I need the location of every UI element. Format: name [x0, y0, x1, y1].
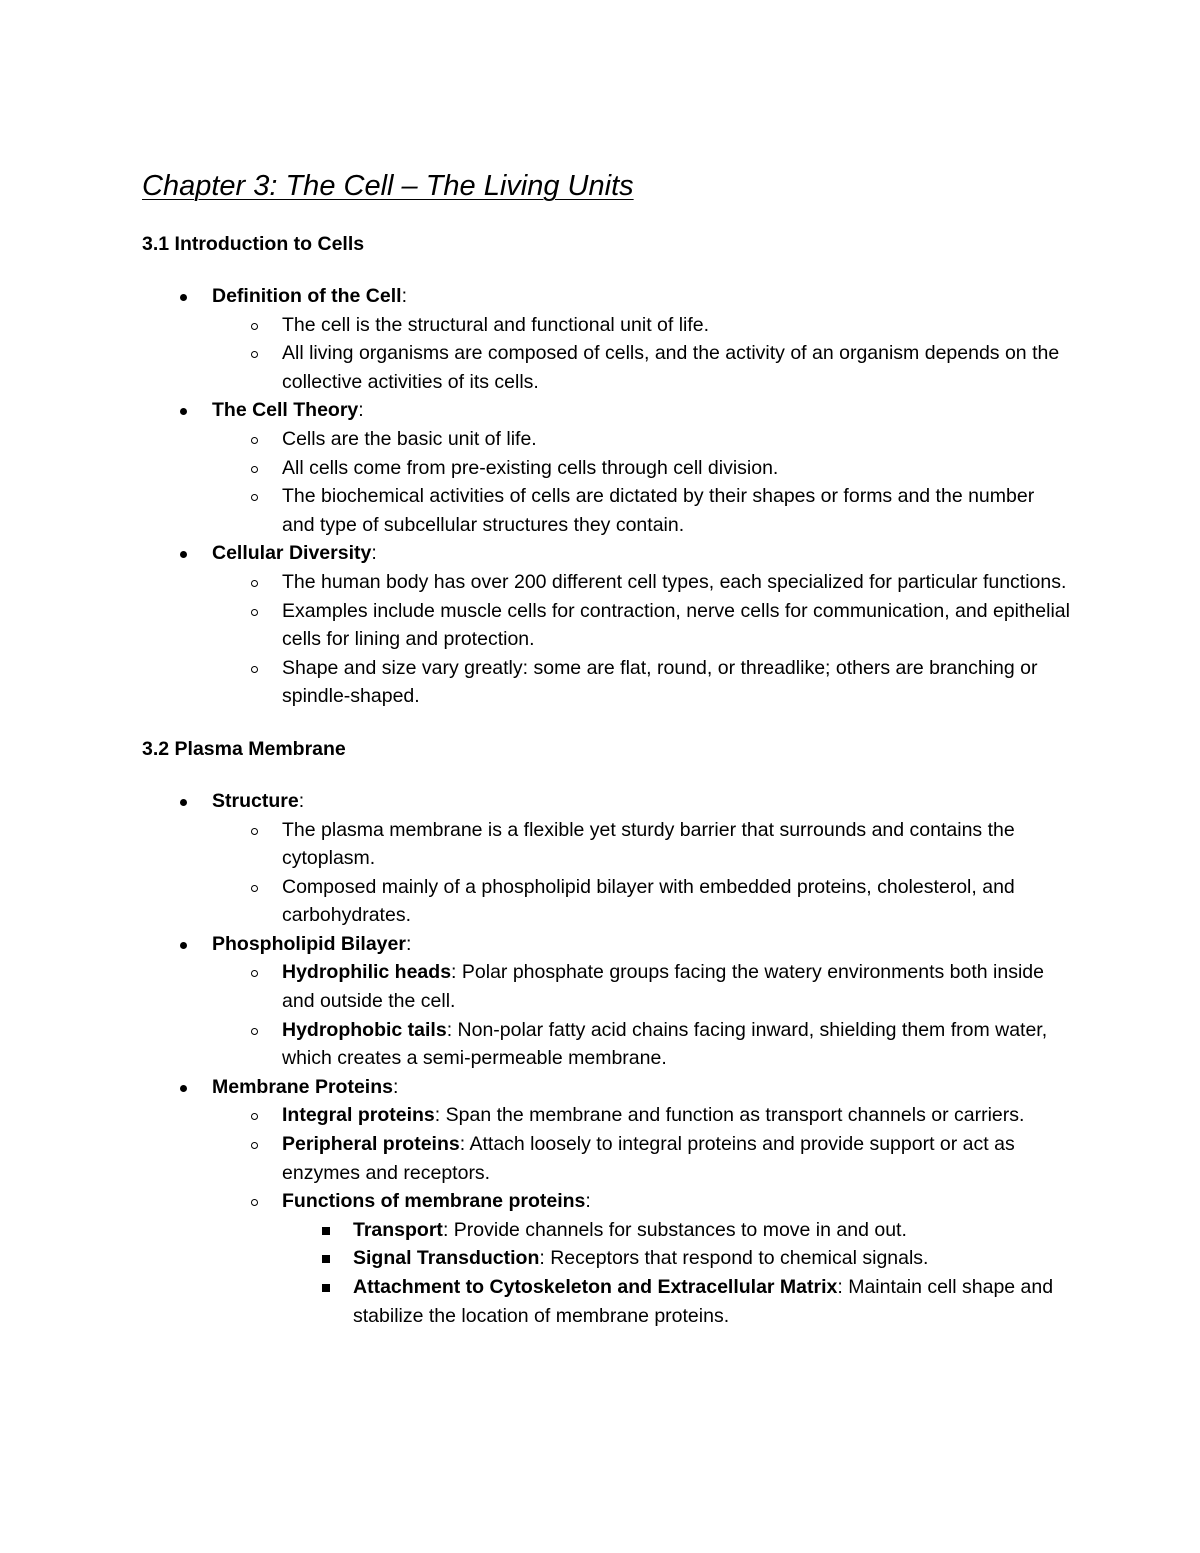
- item-separator: :: [405, 932, 412, 955]
- list-item: [142, 1216, 1072, 1245]
- item-text: Shape and size vary greatly: some are flat, round, or threadlike; others are branching or spindle-shaped.: [282, 656, 1038, 708]
- list-item: [142, 396, 1072, 425]
- item-term: Cellular Diversity: [212, 542, 372, 565]
- bullet-circle-icon: [251, 666, 258, 673]
- item-term: Transport: [353, 1218, 443, 1241]
- sub-list: [142, 816, 1072, 930]
- bullet-list: [142, 1073, 1072, 1102]
- item-text: Composed mainly of a phospholipid bilayer with embedded proteins, cholesterol, and carbohydrates.: [282, 875, 1015, 927]
- item-term: Phospholipid Bilayer: [212, 932, 406, 955]
- item-term: Integral proteins: [282, 1104, 435, 1127]
- list-item: [142, 1016, 1072, 1073]
- item-text: Cells are the basic unit of life.: [282, 427, 537, 450]
- item-term: Hydrophobic tails: [282, 1018, 447, 1041]
- bullet-circle-icon: [251, 970, 258, 977]
- item-term: Signal Transduction: [353, 1247, 540, 1270]
- item-separator: :: [298, 789, 305, 812]
- sub-list: [142, 1101, 1072, 1215]
- item-text: The human body has over 200 different cell types, each specialized for particular functions.: [282, 570, 1067, 593]
- item-text: : Non-polar fatty acid chains facing inward, shielding them from water, which creates a semi-permeable membrane.: [282, 1018, 1048, 1070]
- item-text: The cell is the structural and functional unit of life.: [282, 313, 710, 336]
- bullet-list: [142, 396, 1072, 425]
- item-text: : Receptors that respond to chemical signals.: [539, 1247, 929, 1270]
- bullet-list: [142, 930, 1072, 959]
- bullet-disc-icon: [180, 408, 187, 415]
- bullet-square-icon: [322, 1227, 330, 1235]
- list-item: [142, 597, 1072, 654]
- item-text: All cells come from pre-existing cells through cell division.: [282, 456, 779, 479]
- list-item: [142, 1244, 1072, 1273]
- bullet-circle-icon: [251, 828, 258, 835]
- list-item: [142, 816, 1072, 873]
- item-text: : Attach loosely to integral proteins and provide support or act as enzymes and receptors.: [282, 1133, 1015, 1184]
- list-item: [142, 311, 1072, 340]
- sub-list: [142, 568, 1072, 711]
- bullet-circle-icon: [251, 466, 258, 473]
- list-item: [142, 1073, 1072, 1102]
- list-item: [142, 339, 1072, 396]
- bullet-circle-icon: [251, 1142, 258, 1149]
- sub-sub-list: [142, 1216, 1072, 1330]
- bullet-list: [142, 282, 1072, 311]
- item-text: : Maintain cell shape and stabilize the location of membrane proteins.: [353, 1276, 1054, 1327]
- bullet-circle-icon: [251, 609, 258, 616]
- section-heading: 3.1 Introduction to Cells: [142, 233, 365, 255]
- list-item: [142, 539, 1072, 568]
- item-text: :: [585, 1190, 591, 1213]
- section-heading: 3.2 Plasma Membrane: [142, 737, 346, 760]
- item-text: : Span the membrane and function as transport channels or carriers.: [434, 1104, 1025, 1127]
- bullet-square-icon: [322, 1255, 330, 1263]
- bullet-disc-icon: [180, 799, 187, 806]
- sub-list: [142, 311, 1072, 397]
- bullet-circle-icon: [251, 885, 258, 892]
- list-item: [142, 1273, 1072, 1330]
- list-item: [142, 282, 1072, 311]
- list-item: [142, 454, 1072, 483]
- bullet-list: [142, 787, 1072, 816]
- list-item: [142, 958, 1072, 1015]
- list-item: [142, 1101, 1072, 1130]
- bullet-circle-icon: [251, 1113, 258, 1120]
- bullet-circle-icon: [251, 351, 258, 358]
- item-text: The biochemical activities of cells are dictated by their shapes or forms and the number and type of subcellular structures they contain.: [282, 485, 1035, 536]
- sub-list: [142, 958, 1072, 1072]
- bullet-circle-icon: [251, 580, 258, 587]
- item-separator: :: [371, 542, 377, 565]
- bullet-list: [142, 539, 1072, 568]
- list-item: [142, 568, 1072, 597]
- section-intro-to-cells: [142, 230, 1072, 711]
- section-plasma-membrane: [142, 735, 1072, 1330]
- item-separator: :: [358, 399, 364, 422]
- item-term: Peripheral proteins: [282, 1133, 460, 1156]
- item-term: Hydrophilic heads: [282, 961, 452, 984]
- item-separator: :: [401, 285, 407, 307]
- item-text: The plasma membrane is a flexible yet sturdy barrier that surrounds and contains the cytoplasm.: [282, 818, 1015, 870]
- item-term: Definition of the Cell: [212, 285, 402, 307]
- list-item: [142, 654, 1072, 711]
- bullet-disc-icon: [180, 551, 187, 558]
- list-item: [142, 482, 1072, 539]
- item-term: Functions of membrane proteins: [282, 1190, 586, 1213]
- bullet-circle-icon: [251, 1199, 258, 1206]
- sub-list: [142, 425, 1072, 539]
- bullet-circle-icon: [251, 494, 258, 501]
- list-item: [142, 787, 1072, 816]
- list-item: [142, 1130, 1072, 1187]
- item-text: Examples include muscle cells for contraction, nerve cells for communication, and epithelial cells for lining and protection.: [282, 599, 1070, 651]
- item-term: Membrane Proteins: [212, 1075, 393, 1098]
- bullet-disc-icon: [180, 294, 187, 301]
- bullet-disc-icon: [180, 942, 187, 949]
- item-term: Attachment to Cytoskeleton and Extracellular Matrix: [353, 1276, 838, 1298]
- item-term: The Cell Theory: [212, 399, 359, 422]
- item-separator: :: [392, 1075, 399, 1098]
- list-item: [142, 930, 1072, 959]
- bullet-disc-icon: [180, 1085, 187, 1092]
- bullet-square-icon: [322, 1284, 330, 1292]
- bullet-circle-icon: [251, 437, 258, 444]
- bullet-circle-icon: [251, 323, 258, 330]
- item-text: : Provide channels for substances to move in and out.: [442, 1218, 907, 1241]
- list-item: [142, 1187, 1072, 1216]
- item-text: All living organisms are composed of cells, and the activity of an organism depends on the collective activities of its cells.: [282, 342, 1060, 393]
- list-item: [142, 425, 1072, 454]
- list-item: [142, 873, 1072, 930]
- page-title: Chapter 3: The Cell – The Living Units: [142, 170, 634, 202]
- bullet-circle-icon: [251, 1028, 258, 1035]
- item-term: Structure: [212, 789, 299, 812]
- item-text: : Polar phosphate groups facing the watery environments both inside and outside the cell.: [282, 961, 1044, 1013]
- document-page: [142, 166, 1072, 1354]
